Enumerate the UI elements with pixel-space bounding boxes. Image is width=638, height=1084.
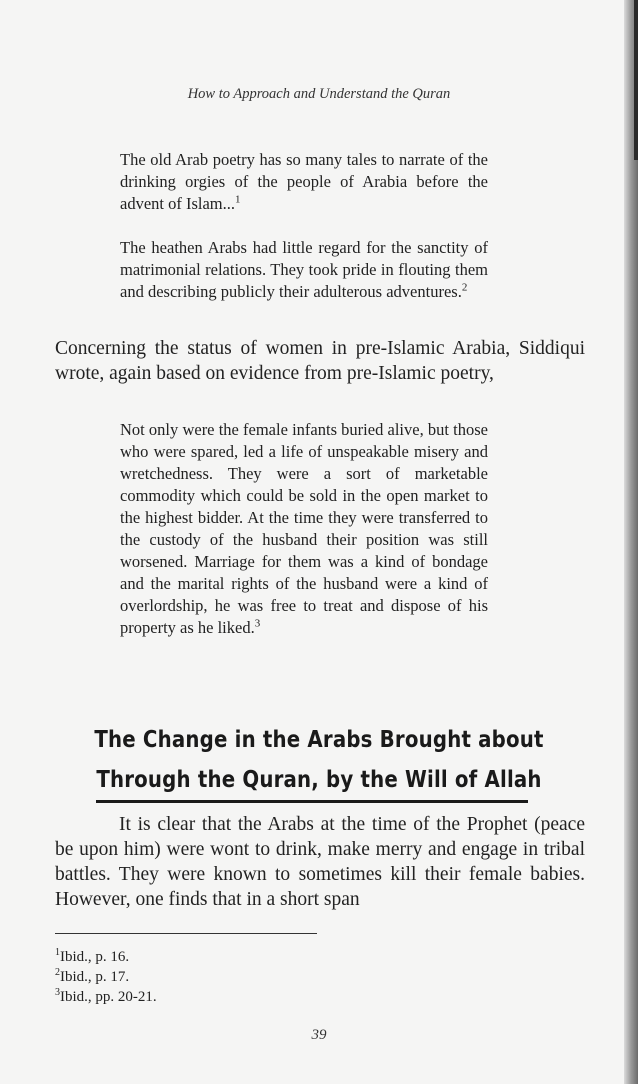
footnote-marker: 3 xyxy=(55,987,60,998)
quote-text: The old Arab poetry has so many tales to narrate of the drinking orgies of the people of Arabia before the advent of Islam... xyxy=(120,150,488,213)
quote-text: The heathen Arabs had little regard for the sanctity of matrimonial relations. They took pride in flouting them and describing publicly their adulterous adventures. xyxy=(120,238,488,301)
page-edge-shadow xyxy=(624,0,638,1084)
block-quote xyxy=(120,149,488,215)
footnote-text: Ibid., p. 16. xyxy=(60,949,130,965)
block-quote xyxy=(120,237,488,303)
heading-underline xyxy=(96,800,528,803)
footnote-text: Ibid., pp. 20-21. xyxy=(60,989,157,1005)
body-paragraph: It is clear that the Arabs at the time of the Prophet (peace be upon him) were wont to drink, make merry and engage in tribal battles. They were known to sometimes kill their female babies. However, one finds that in a short span xyxy=(55,814,585,910)
footnote-marker: 1 xyxy=(55,947,60,958)
footnote-marker: 2 xyxy=(55,967,60,978)
section-heading-line-1: The Change in the Arabs Brought about xyxy=(94,727,544,753)
footnote-text: Ibid., p. 17. xyxy=(60,969,130,985)
quote-text: Not only were the female infants buried alive, but those who were spared, led a life of unspeakable misery and wretchedness. They were a sort of marketable commodity which could be sold in the open market to the highest bidder. At the time they were transferred to the custody of the husband their position was still worsened. Marriage for them was a kind of bondage and the marital rights of the husband were a kind of overlordship, he was free to treat and dispose of his property as he liked. xyxy=(120,420,488,637)
block-quote xyxy=(120,419,488,639)
section-heading-line-2: Through the Quran, by the Will of Allah xyxy=(96,767,542,793)
running-head: How to Approach and Understand the Quran xyxy=(187,86,451,102)
footnote xyxy=(55,983,157,1007)
footnote-ref[interactable]: 1 xyxy=(235,193,241,206)
footnote-divider xyxy=(55,933,317,934)
footnote-ref[interactable]: 2 xyxy=(461,281,468,294)
body-paragraph: Concerning the status of women in pre-Islamic Arabia, Siddiqui wrote, again based on evidence from pre-Islamic poetry, xyxy=(55,338,585,384)
footnote-ref[interactable]: 3 xyxy=(254,617,261,630)
page-number: 39 xyxy=(311,1027,327,1043)
page-edge-dark xyxy=(634,0,638,160)
